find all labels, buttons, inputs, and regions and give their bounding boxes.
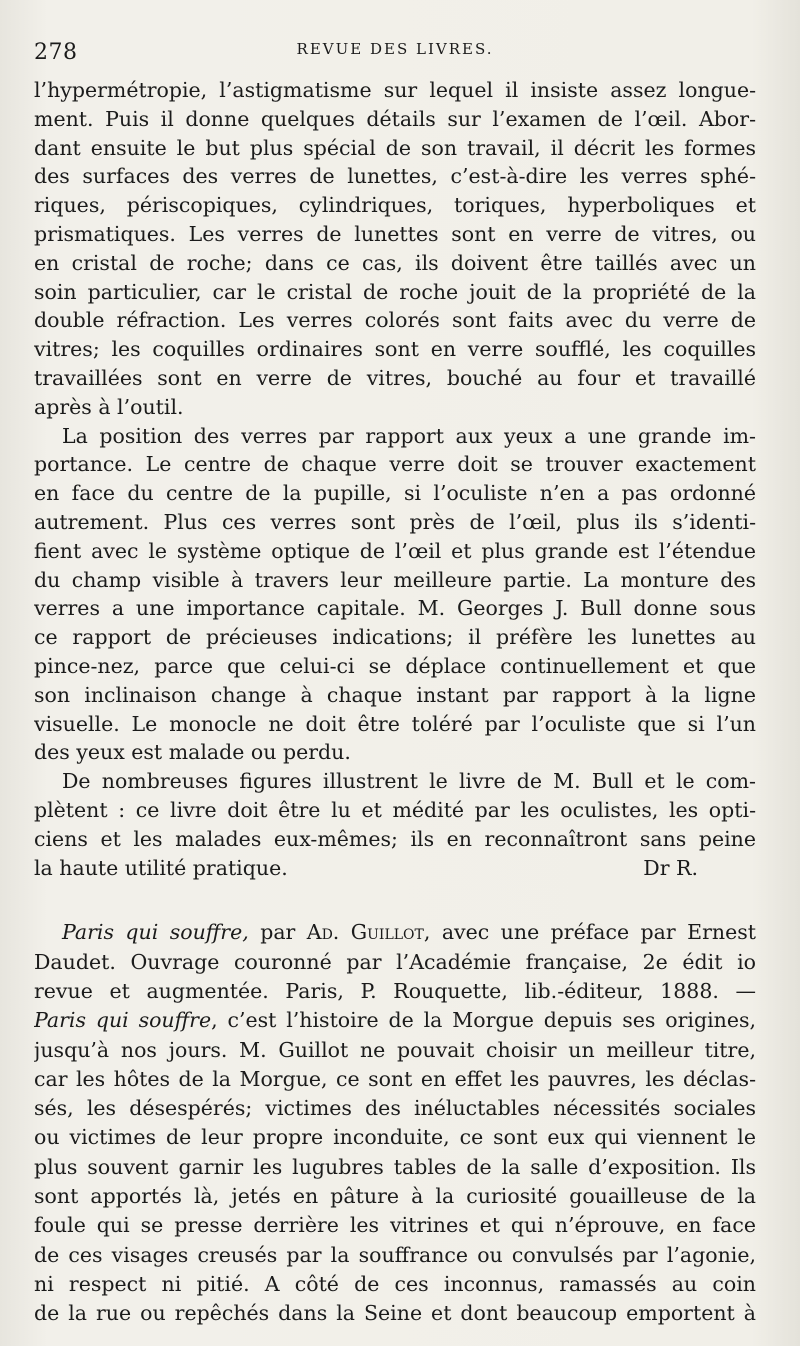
text-line: foule qui se presse derrière les vitrines et qui n’éprouve, en face [34,1213,756,1238]
review-paris-qui-souffre [34,918,756,1328]
text-line [34,1006,756,1035]
page-number: 278 [34,40,78,65]
text-line: visuelle. Le monocle ne doit être toléré par l’oculiste que si l’un [34,711,756,736]
text-line: pince-nez, parce que celui-ci se déplace continuellement et que [34,653,756,678]
text-segment: , c’est l’histoire de la Morgue depuis ses origines, [211,1008,756,1033]
text-line: Daudet. Ouvrage couronné par l’Académie française, 2e édit io [34,949,756,974]
book-title-repeat: Paris qui souffre [34,1008,212,1033]
text-line: fient avec le système optique de l’œil et plus grande est l’étendue [34,538,756,563]
section-divider [34,882,756,918]
closing-text: la haute utilité pratique. [34,855,288,880]
text-line: l’hypermétropie, l’astigmatisme sur lequel il insiste assez longue- [34,78,756,102]
book-title: Paris qui souffre, [62,920,249,945]
paragraph-2 [34,422,756,768]
text-line: ment. Puis il donne quelques détails sur l’examen de l’œil. Abor- [34,106,756,131]
paragraph-1 [34,76,756,422]
text-line: double réfraction. Les verres colorés sont faits avec du verre de [34,308,756,333]
text-line: des surfaces des verres de lunettes, c’est-à-dire les verres sphé- [34,164,756,189]
text-line: plètent : ce livre doit être lu et médité par les oculistes, les opti- [34,797,756,822]
book-author: Ad. Guillot [306,920,424,945]
text-line: après à l’outil. [34,394,184,419]
paragraph-3 [34,767,756,882]
text-line: vitres; les coquilles ordinaires sont en verre soufflé, les coquilles [34,337,756,362]
running-header [34,36,756,76]
text-line: ni respect ni pitié. A côté de ces inconnus, ramassés au coin [34,1271,756,1296]
text-line: La position des verres par rapport aux yeux a une grande im- [62,423,756,448]
text-line: plus souvent garnir les lugubres tables de la salle d’exposition. Ils [34,1154,756,1179]
by-text: par [248,920,307,945]
text-line: De nombreuses figures illustrent le livre de M. Bull et le com- [62,769,756,794]
heading-rest: , avec une préface par Ernest [423,920,756,945]
reviewer-signature: Dr R. [643,855,698,880]
text-line: du champ visible à travers leur meilleure partie. La monture des [34,567,756,592]
text-line: de ces visages creusés par la souffrance ou convulsés par l’agonie, [34,1242,756,1267]
text-line: portance. Le centre de chaque verre doit se trouver exactement [34,452,756,477]
text-line: travaillées sont en verre de vitres, bouché au four et travaillé [34,365,756,390]
text-line: ce rapport de précieuses indications; il préfère les lunettes au [34,625,756,650]
review-bull-lunettes [34,76,756,882]
text-line: de la rue ou repêchés dans la Seine et dont beaucoup emportent à [34,1301,756,1326]
text-line: car les hôtes de la Morgue, ce sont en effet les pauvres, les déclas- [34,1066,756,1091]
text-line: en cristal de roche; dans ce cas, ils doivent être taillés avec un [34,250,756,275]
running-title: REVUE DES LIVRES. [296,40,494,58]
text-line: en face du centre de la pupille, si l’oculiste n’en a pas ordonné [34,481,756,506]
text-line: son inclinaison change à chaque instant par rapport à la ligne [34,682,756,707]
text-line: sont apportés là, jetés en pâture à la curiosité gouailleuse de la [34,1183,756,1208]
review-heading-line [34,918,756,947]
text-line: autrement. Plus ces verres sont près de l’œil, plus ils s’identi- [34,509,756,534]
text-line: des yeux est malade ou perdu. [34,740,351,765]
text-line: soin particulier, car le cristal de roche jouit de la propriété de la [34,279,756,304]
text-line: ciens et les malades eux-mêmes; ils en reconnaîtront sans peine [34,826,756,851]
text-line: verres a une importance capitale. M. Georges J. Bull donne sous [34,596,756,621]
text-line: sés, les désespérés; victimes des inéluctables nécessités sociales [34,1096,756,1121]
text-line: jusqu’à nos jours. M. Guillot ne pouvait choisir un meilleur titre, [34,1037,756,1062]
text-line: ou victimes de leur propre inconduite, ce sont eux qui viennent le [34,1125,756,1150]
text-line: prismatiques. Les verres de lunettes sont en verre de vitres, ou [34,221,756,246]
text-line: riques, périscopiques, cylindriques, toriques, hyperboliques et [34,193,756,218]
text-line: revue et augmentée. Paris, P. Rouquette, lib.-éditeur, 1888. — [34,978,756,1003]
text-line: dant ensuite le but plus spécial de son travail, il décrit les formes [34,135,756,160]
closing-line [34,854,756,883]
